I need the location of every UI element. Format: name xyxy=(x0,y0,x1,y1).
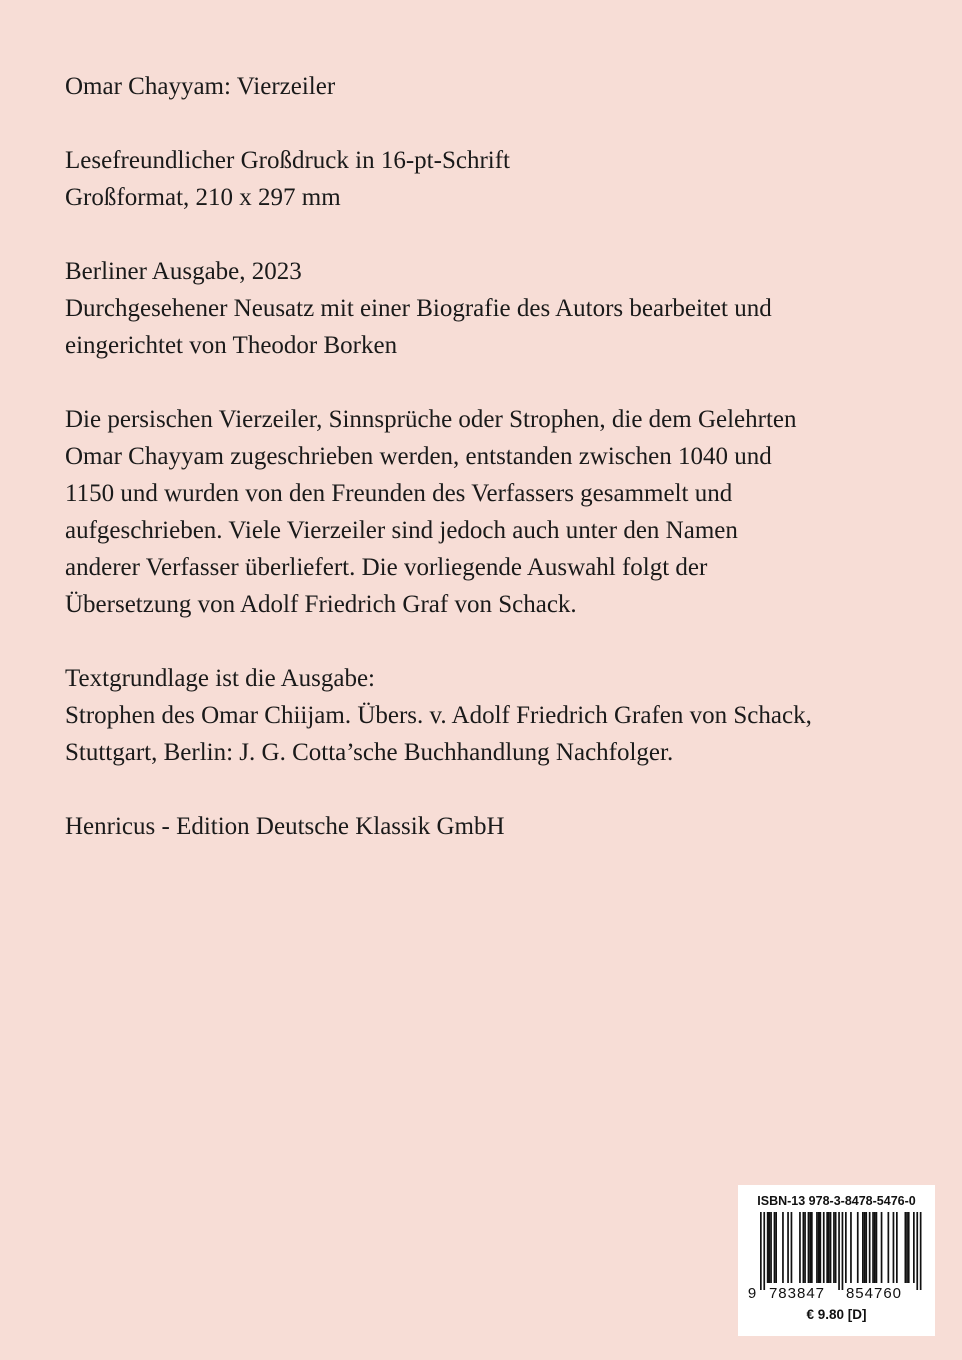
barcode-bar xyxy=(865,1212,867,1283)
isbn-barcode-label xyxy=(738,1185,935,1336)
barcode-bar xyxy=(803,1212,805,1283)
barcode-bar xyxy=(782,1212,784,1283)
description-line: aufgeschrieben. Viele Vierzeiler sind jedoch auch unter den Namen xyxy=(65,517,738,544)
barcode-bar xyxy=(881,1212,883,1283)
publisher-block xyxy=(65,808,925,845)
barcode-bar xyxy=(850,1212,852,1283)
title-block xyxy=(65,68,925,105)
source-line-2: Strophen des Omar Chiijam. Übers. v. Adolf Friedrich Grafen von Schack, xyxy=(65,702,812,729)
book-title: Omar Chayyam: Vierzeiler xyxy=(65,73,336,100)
source-line-3: Stuttgart, Berlin: J. G. Cotta’sche Buchhandlung Nachfolger. xyxy=(65,739,674,766)
barcode-bar xyxy=(809,1212,811,1283)
barcode-bar xyxy=(864,1212,866,1283)
barcode-bar xyxy=(774,1212,776,1283)
barcode-bar xyxy=(896,1212,898,1283)
barcode-bar xyxy=(787,1212,789,1283)
barcode-bar xyxy=(770,1212,772,1283)
barcode-bar xyxy=(808,1212,810,1283)
barcode-bar xyxy=(818,1212,820,1283)
barcode-bar xyxy=(775,1212,777,1283)
barcode-bar xyxy=(826,1212,828,1283)
source-line-1: Textgrundlage ist die Ausgabe: xyxy=(65,665,375,692)
barcode-bar xyxy=(872,1212,874,1283)
description-line: anderer Verfasser überliefert. Die vorliegende Auswahl folgt der xyxy=(65,554,708,581)
barcode-bar xyxy=(804,1212,806,1283)
edition-line-2: Durchgesehener Neusatz mit einer Biografie des Autors bearbeitet und xyxy=(65,295,772,322)
barcode-bar xyxy=(833,1212,835,1283)
barcode-bar xyxy=(893,1212,895,1283)
barcode-bar xyxy=(828,1212,830,1283)
barcode-bar xyxy=(838,1212,840,1290)
edition-block xyxy=(65,253,925,364)
barcode-bar xyxy=(791,1212,793,1283)
barcode-bar xyxy=(830,1212,832,1283)
format-line-2: Großformat, 210 x 297 mm xyxy=(65,184,341,211)
barcode-bar xyxy=(816,1212,818,1283)
barcode-bar xyxy=(845,1212,847,1283)
barcode-bar xyxy=(888,1212,890,1283)
description-line: Übersetzung von Adolf Friedrich Graf von Schack. xyxy=(65,591,577,618)
barcode-bar xyxy=(842,1212,844,1290)
price-label: € 9.80 [D] xyxy=(806,1307,867,1322)
description-line: 1150 und wurden von den Freunden des Verfassers gesammelt und xyxy=(65,480,733,507)
barcode-bar xyxy=(799,1212,801,1283)
description-block xyxy=(65,401,925,623)
format-line-1: Lesefreundlicher Großdruck in 16-pt-Schrift xyxy=(65,147,510,174)
barcode-bar xyxy=(913,1212,915,1283)
barcode-bar xyxy=(916,1212,918,1290)
barcode-bar xyxy=(869,1212,871,1283)
barcode-bar xyxy=(763,1212,765,1290)
description-line: Omar Chayyam zugeschrieben werden, entstanden zwischen 1040 und xyxy=(65,443,772,470)
back-cover-text xyxy=(65,68,925,882)
barcode-bar xyxy=(905,1212,907,1283)
edition-line-3: eingerichtet von Theodor Borken xyxy=(65,332,398,359)
barcode-bar xyxy=(874,1212,876,1283)
publisher-name: Henricus - Edition Deutsche Klassik GmbH xyxy=(65,813,505,840)
barcode-digits-left: 783847 xyxy=(768,1285,826,1302)
isbn-number: ISBN-13 978-3-8478-5476-0 xyxy=(757,1194,916,1208)
barcode-bar xyxy=(767,1212,769,1283)
barcode-bar xyxy=(820,1212,822,1283)
description-line: Die persischen Vierzeiler, Sinnsprüche oder Strophen, die dem Gelehrten xyxy=(65,406,797,433)
edition-line-1: Berliner Ausgabe, 2023 xyxy=(65,258,302,285)
barcode-digits-right: 854760 xyxy=(845,1285,903,1302)
barcode-bar xyxy=(908,1212,910,1283)
barcode-bar xyxy=(920,1212,922,1290)
barcode-bar xyxy=(906,1212,908,1283)
source-block xyxy=(65,660,925,771)
barcode-bar xyxy=(835,1212,837,1283)
barcode-bar xyxy=(876,1212,878,1283)
format-block xyxy=(65,142,925,216)
barcode-bar xyxy=(811,1212,813,1283)
barcode-bar xyxy=(823,1212,825,1283)
barcode-bar xyxy=(769,1212,771,1283)
barcode-bars xyxy=(760,1212,922,1290)
barcode-bar xyxy=(857,1212,859,1283)
barcode-bar xyxy=(862,1212,864,1283)
barcode-digit-first: 9 xyxy=(747,1285,757,1302)
barcode-bar xyxy=(760,1212,762,1290)
